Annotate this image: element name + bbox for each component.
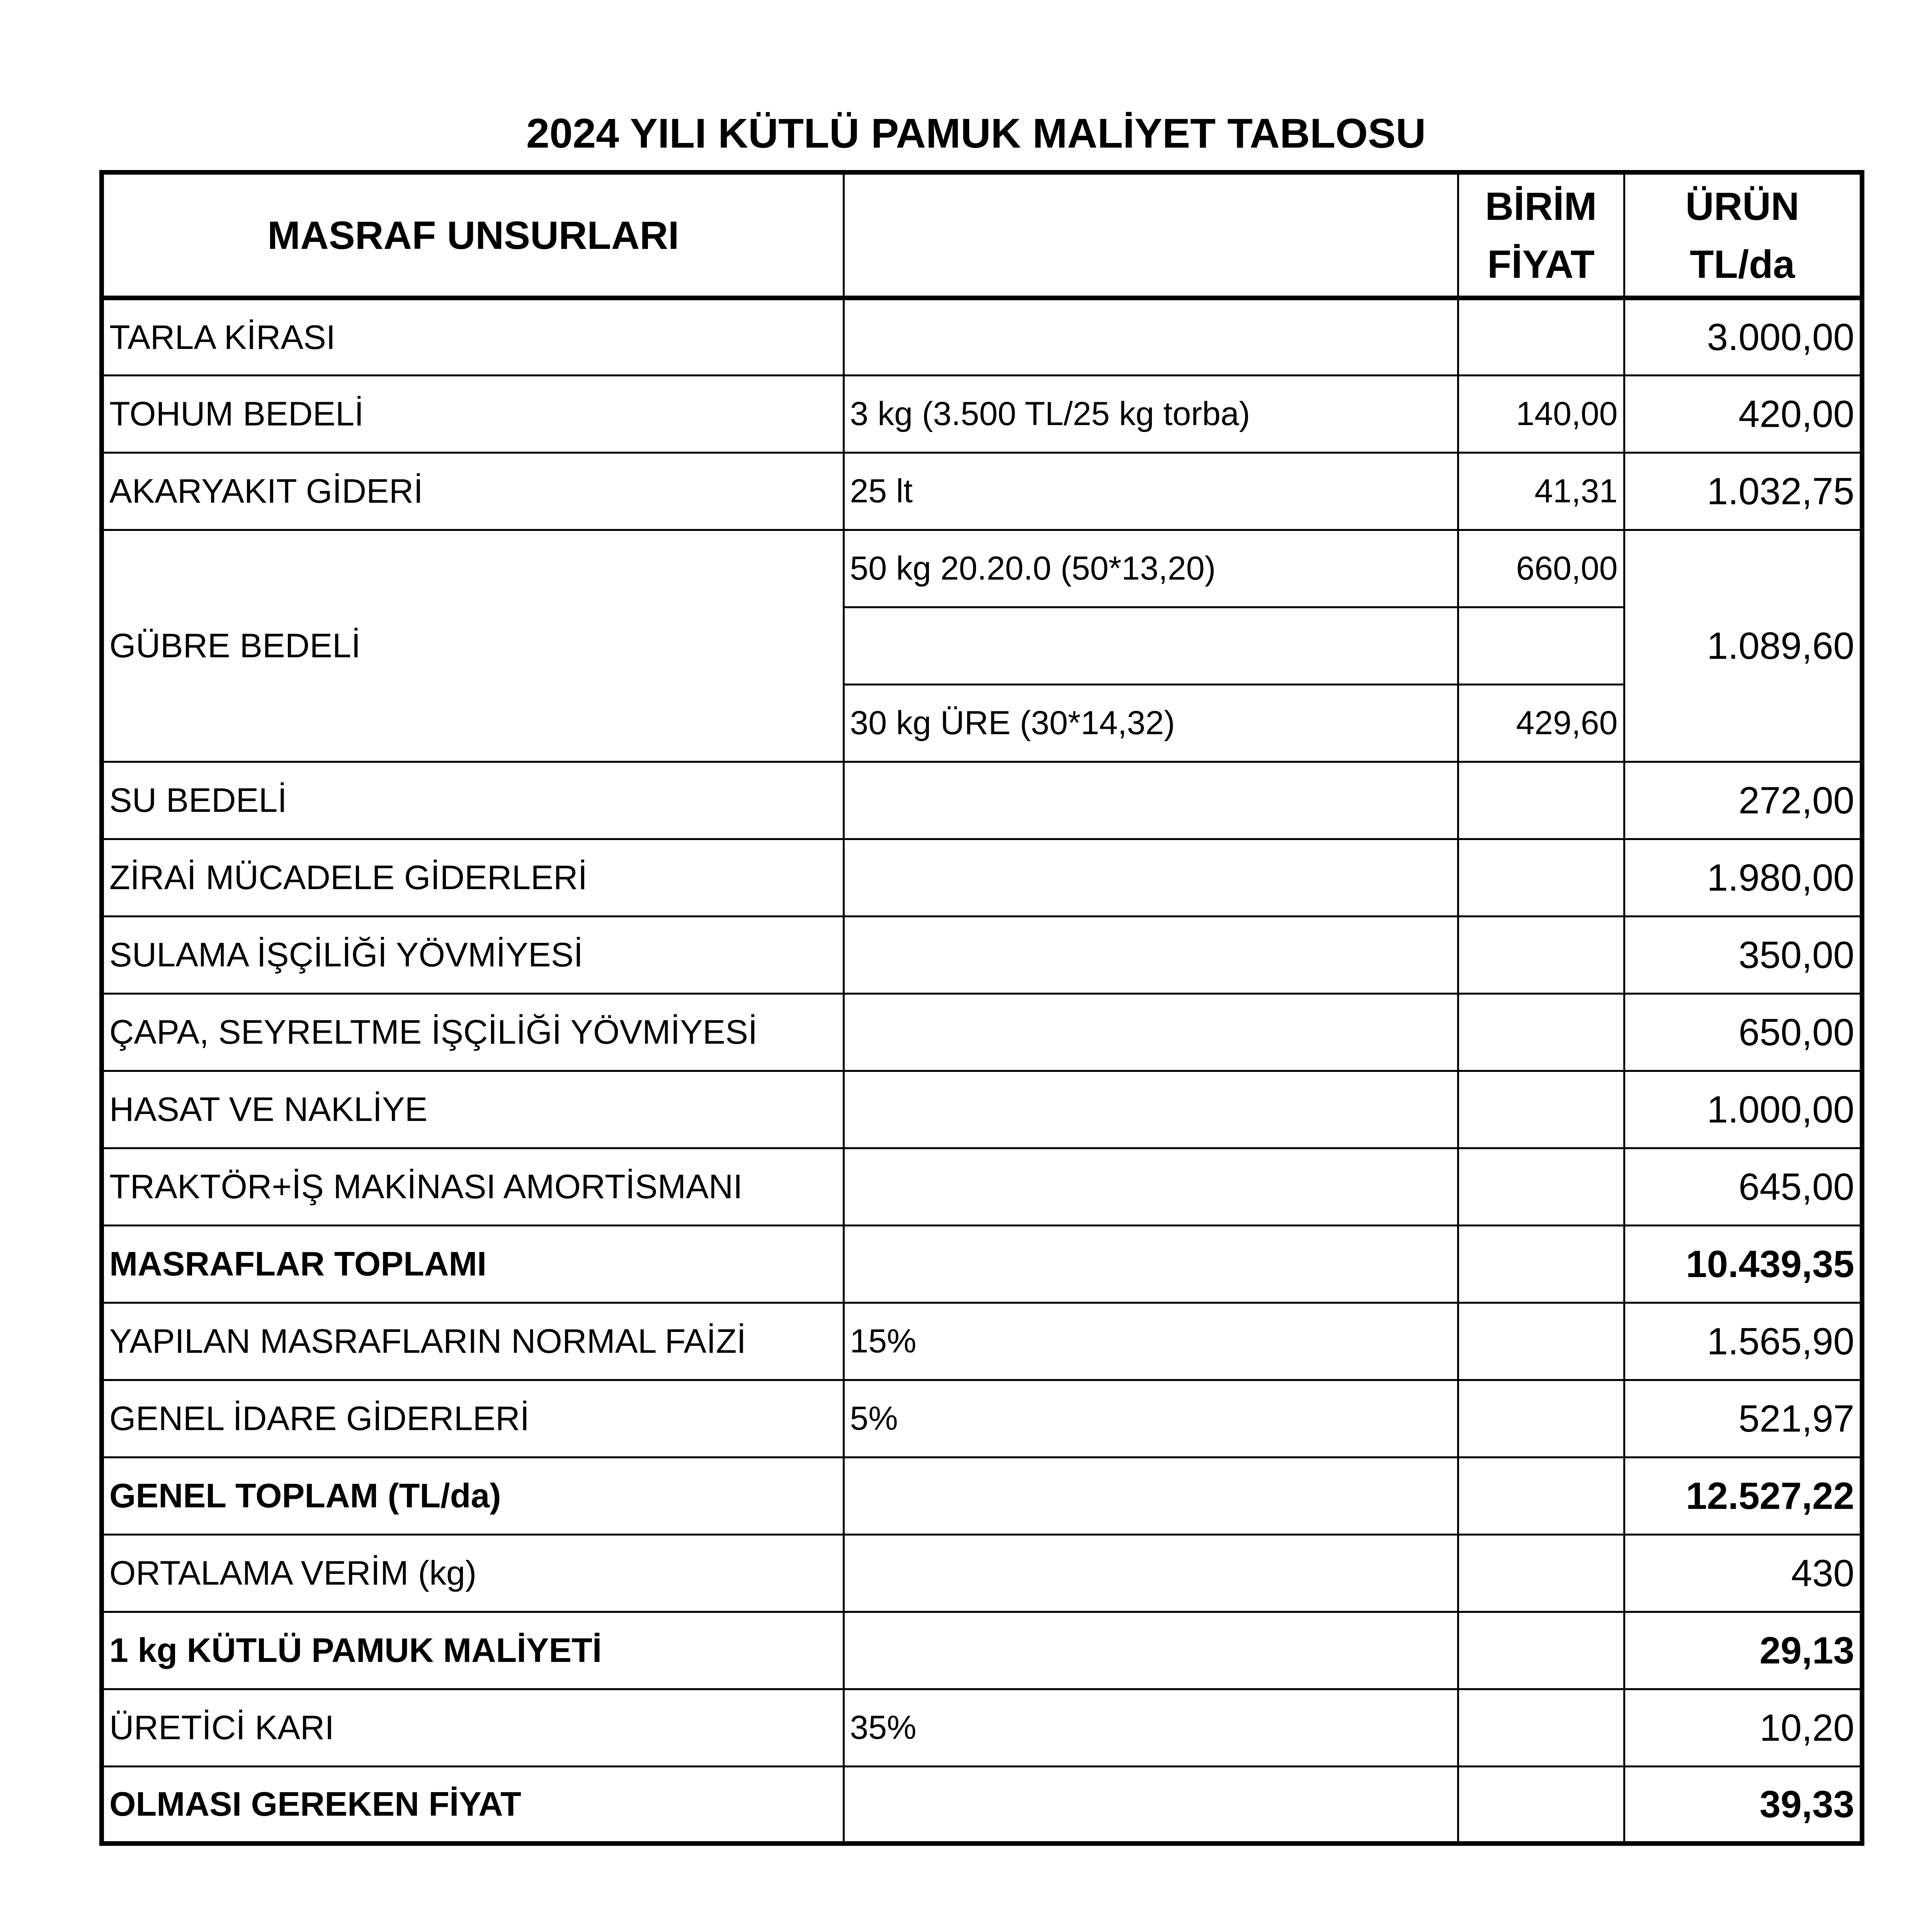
row-description — [844, 1225, 1458, 1303]
row-description: 50 kg 20.20.0 (50*13,20) — [844, 530, 1458, 607]
row-unit-price — [1458, 1380, 1624, 1457]
row-description — [844, 1457, 1458, 1534]
row-unit-price — [1458, 916, 1624, 993]
row-description — [844, 1534, 1458, 1612]
subtotal-row — [102, 1225, 1862, 1303]
row-label: YAPILAN MASRAFLARIN NORMAL FAİZİ — [102, 1303, 844, 1380]
row-product-value: 29,13 — [1624, 1612, 1862, 1689]
header-description — [844, 172, 1458, 298]
row-unit-price — [1458, 839, 1624, 916]
row-label: OLMASI GEREKEN FİYAT — [102, 1766, 844, 1844]
row-description — [844, 607, 1458, 684]
row-label: MASRAFLAR TOPLAMI — [102, 1225, 844, 1303]
unit-cost-row — [102, 1612, 1862, 1689]
row-label: SU BEDELİ — [102, 762, 844, 839]
row-unit-price — [1458, 1766, 1624, 1844]
row-label: TRAKTÖR+İŞ MAKİNASI AMORTİSMANI — [102, 1148, 844, 1225]
row-unit-price: 660,00 — [1458, 530, 1624, 607]
header-product-line2: TL/da — [1690, 242, 1795, 286]
table-row — [102, 1071, 1862, 1148]
row-product-value: 1.089,60 — [1624, 530, 1862, 762]
row-description — [844, 298, 1458, 375]
row-label: AKARYAKIT GİDERİ — [102, 452, 844, 530]
table-row — [102, 1303, 1862, 1380]
row-description — [844, 1148, 1458, 1225]
row-description — [844, 1766, 1458, 1844]
header-expense-items: MASRAF UNSURLARI — [102, 172, 844, 298]
row-label: ÜRETİCİ KARI — [102, 1689, 844, 1766]
header-row — [102, 172, 1862, 298]
row-label: SULAMA İŞÇİLİĞİ YÖVMİYESİ — [102, 916, 844, 993]
row-product-value: 1.565,90 — [1624, 1303, 1862, 1380]
table-row — [102, 530, 1862, 607]
row-product-value: 521,97 — [1624, 1380, 1862, 1457]
row-label: ORTALAMA VERİM (kg) — [102, 1534, 844, 1612]
row-description — [844, 839, 1458, 916]
row-label: GENEL İDARE GİDERLERİ — [102, 1380, 844, 1457]
row-description — [844, 916, 1458, 993]
row-description: 15% — [844, 1303, 1458, 1380]
header-unit-price-line1: BİRİM — [1485, 184, 1597, 228]
grand-total-row — [102, 1457, 1862, 1534]
table-row — [102, 916, 1862, 993]
row-unit-price — [1458, 1225, 1624, 1303]
row-unit-price — [1458, 607, 1624, 684]
row-unit-price — [1458, 1303, 1624, 1380]
table-row — [102, 839, 1862, 916]
row-unit-price — [1458, 1612, 1624, 1689]
row-unit-price — [1458, 1534, 1624, 1612]
row-product-value: 350,00 — [1624, 916, 1862, 993]
header-product — [1624, 172, 1862, 298]
table-row — [102, 1689, 1862, 1766]
table-row — [102, 762, 1862, 839]
row-product-value: 10,20 — [1624, 1689, 1862, 1766]
row-description: 35% — [844, 1689, 1458, 1766]
table-row — [102, 1148, 1862, 1225]
row-description — [844, 762, 1458, 839]
target-price-row — [102, 1766, 1862, 1844]
table-row — [102, 1534, 1862, 1612]
row-label: HASAT VE NAKLİYE — [102, 1071, 844, 1148]
row-unit-price — [1458, 1457, 1624, 1534]
row-description: 5% — [844, 1380, 1458, 1457]
row-product-value: 650,00 — [1624, 993, 1862, 1071]
row-unit-price — [1458, 993, 1624, 1071]
row-description: 3 kg (3.500 TL/25 kg torba) — [844, 375, 1458, 452]
row-label: ÇAPA, SEYRELTME İŞÇİLİĞİ YÖVMİYESİ — [102, 993, 844, 1071]
table-row — [102, 375, 1862, 452]
row-product-value: 420,00 — [1624, 375, 1862, 452]
row-description — [844, 993, 1458, 1071]
row-description — [844, 1071, 1458, 1148]
row-description: 25 lt — [844, 452, 1458, 530]
row-label: GENEL TOPLAM (TL/da) — [102, 1457, 844, 1534]
row-description: 30 kg ÜRE (30*14,32) — [844, 684, 1458, 762]
table-row — [102, 993, 1862, 1071]
row-unit-price — [1458, 1071, 1624, 1148]
row-label: TARLA KİRASI — [102, 298, 844, 375]
row-unit-price — [1458, 298, 1624, 375]
cost-table — [99, 170, 1864, 1846]
row-unit-price: 140,00 — [1458, 375, 1624, 452]
row-description — [844, 1612, 1458, 1689]
page-title: 2024 YILI KÜTLÜ PAMUK MALİYET TABLOSU — [526, 110, 1426, 156]
table-row — [102, 452, 1862, 530]
row-product-value: 10.439,35 — [1624, 1225, 1862, 1303]
row-label: TOHUM BEDELİ — [102, 375, 844, 452]
row-unit-price: 429,60 — [1458, 684, 1624, 762]
row-label: GÜBRE BEDELİ — [102, 530, 844, 762]
row-unit-price — [1458, 1689, 1624, 1766]
row-product-value: 430 — [1624, 1534, 1862, 1612]
row-label: ZİRAİ MÜCADELE GİDERLERİ — [102, 839, 844, 916]
table-row — [102, 298, 1862, 375]
row-product-value: 272,00 — [1624, 762, 1862, 839]
header-unit-price — [1458, 172, 1624, 298]
header-unit-price-line2: FİYAT — [1487, 242, 1595, 286]
row-product-value: 1.980,00 — [1624, 839, 1862, 916]
row-unit-price: 41,31 — [1458, 452, 1624, 530]
row-label: 1 kg KÜTLÜ PAMUK MALİYETİ — [102, 1612, 844, 1689]
row-product-value: 12.527,22 — [1624, 1457, 1862, 1534]
row-unit-price — [1458, 762, 1624, 839]
row-product-value: 39,33 — [1624, 1766, 1862, 1844]
row-product-value: 1.000,00 — [1624, 1071, 1862, 1148]
header-product-line1: ÜRÜN — [1685, 184, 1799, 228]
row-product-value: 1.032,75 — [1624, 452, 1862, 530]
row-unit-price — [1458, 1148, 1624, 1225]
row-product-value: 3.000,00 — [1624, 298, 1862, 375]
table-row — [102, 1380, 1862, 1457]
row-product-value: 645,00 — [1624, 1148, 1862, 1225]
